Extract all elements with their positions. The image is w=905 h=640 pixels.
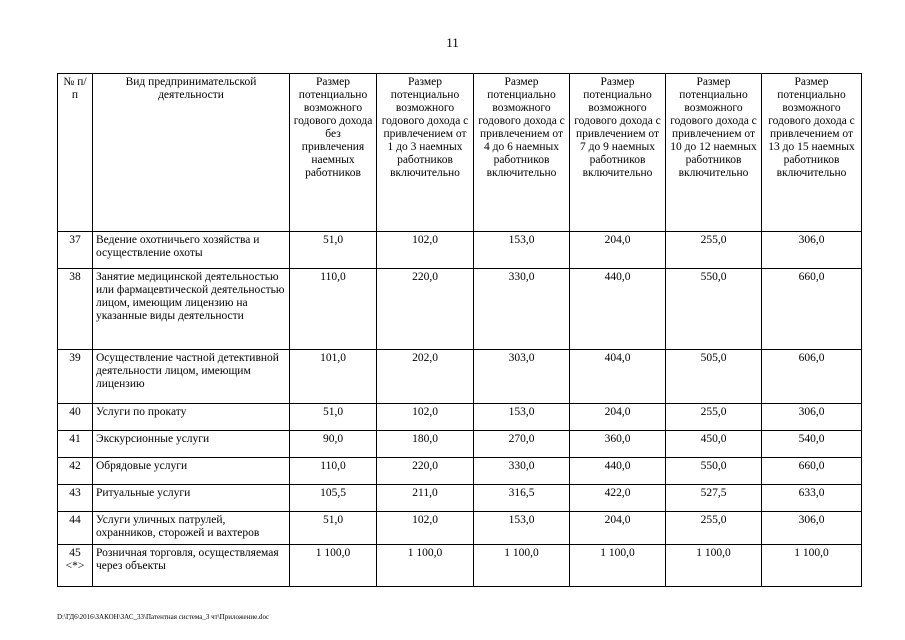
income-value: 633,0: [762, 485, 862, 512]
income-value: 527,5: [666, 485, 762, 512]
header-activity: Вид предпринимательской деятельности: [93, 74, 290, 232]
header-row: [58, 74, 862, 232]
income-value: 270,0: [474, 431, 570, 458]
table-row: [58, 431, 862, 458]
income-value: 102,0: [377, 512, 474, 545]
activity-name: Экскурсионные услуги: [93, 431, 290, 458]
income-value: 255,0: [666, 512, 762, 545]
income-value: 110,0: [290, 458, 377, 485]
row-number: 43: [58, 485, 93, 512]
header-4-6-employees: Размер потенциально возможного годового дохода с привлечением от 4 до 6 наемных работников включительно: [474, 74, 570, 232]
income-value: 540,0: [762, 431, 862, 458]
income-value: 204,0: [570, 512, 666, 545]
income-value: 330,0: [474, 458, 570, 485]
income-value: 180,0: [377, 431, 474, 458]
income-value: 306,0: [762, 232, 862, 269]
table-row: [58, 545, 862, 587]
income-value: 306,0: [762, 512, 862, 545]
row-number: 40: [58, 404, 93, 431]
row-number: 37: [58, 232, 93, 269]
table-row: [58, 485, 862, 512]
income-value: 1 100,0: [474, 545, 570, 587]
income-value: 51,0: [290, 232, 377, 269]
income-value: 330,0: [474, 269, 570, 350]
row-number: 45 <*>: [58, 545, 93, 587]
income-value: 105,5: [290, 485, 377, 512]
income-value: 202,0: [377, 350, 474, 404]
activity-name: Услуги уличных патрулей, охранников, сторожей и вахтеров: [93, 512, 290, 545]
table-row: [58, 458, 862, 485]
income-value: 450,0: [666, 431, 762, 458]
activity-name: Занятие медицинской деятельностью или фармацевтической деятельностью лицом, имеющим лицензию на указанные виды деятельности: [93, 269, 290, 350]
activity-name: Ритуальные услуги: [93, 485, 290, 512]
row-number: 42: [58, 458, 93, 485]
activity-name: Розничная торговля, осуществляемая через объекты: [93, 545, 290, 587]
header-no-employees: Размер потенциально возможного годового дохода без привлечения наемных работников: [290, 74, 377, 232]
income-value: 90,0: [290, 431, 377, 458]
income-value: 316,5: [474, 485, 570, 512]
income-value: 660,0: [762, 269, 862, 350]
header-10-12-employees: Размер потенциально возможного годового дохода с привлечением от 10 до 12 наемных работников включительно: [666, 74, 762, 232]
income-value: 101,0: [290, 350, 377, 404]
income-value: 505,0: [666, 350, 762, 404]
income-value: 660,0: [762, 458, 862, 485]
income-value: 110,0: [290, 269, 377, 350]
income-value: 360,0: [570, 431, 666, 458]
income-value: 1 100,0: [570, 545, 666, 587]
income-value: 550,0: [666, 269, 762, 350]
income-value: 255,0: [666, 232, 762, 269]
patent-income-table: [57, 73, 862, 587]
income-value: 1 100,0: [377, 545, 474, 587]
header-7-9-employees: Размер потенциально возможного годового дохода с привлечением от 7 до 9 наемных работников включительно: [570, 74, 666, 232]
header-number: № п/п: [58, 74, 93, 232]
income-value: 102,0: [377, 404, 474, 431]
income-value: 153,0: [474, 232, 570, 269]
income-value: 204,0: [570, 404, 666, 431]
activity-name: Обрядовые услуги: [93, 458, 290, 485]
table-row: [58, 512, 862, 545]
activity-name: Услуги по прокату: [93, 404, 290, 431]
income-value: 1 100,0: [666, 545, 762, 587]
income-value: 1 100,0: [762, 545, 862, 587]
income-value: 220,0: [377, 458, 474, 485]
row-number: 39: [58, 350, 93, 404]
activity-name: Ведение охотничьего хозяйства и осуществление охоты: [93, 232, 290, 269]
table-row: [58, 269, 862, 350]
table-row: [58, 350, 862, 404]
table-row: [58, 232, 862, 269]
income-value: 440,0: [570, 269, 666, 350]
income-value: 204,0: [570, 232, 666, 269]
income-value: 255,0: [666, 404, 762, 431]
row-number: 41: [58, 431, 93, 458]
income-value: 422,0: [570, 485, 666, 512]
income-value: 440,0: [570, 458, 666, 485]
income-value: 211,0: [377, 485, 474, 512]
income-value: 220,0: [377, 269, 474, 350]
income-value: 606,0: [762, 350, 862, 404]
page-number: 11: [446, 35, 459, 50]
row-number: 44: [58, 512, 93, 545]
table-row: [58, 404, 862, 431]
income-value: 404,0: [570, 350, 666, 404]
header-13-15-employees: Размер потенциально возможного годового дохода с привлечением от 13 до 15 наемных работников включительно: [762, 74, 862, 232]
income-value: 306,0: [762, 404, 862, 431]
income-value: 102,0: [377, 232, 474, 269]
header-1-3-employees: Размер потенциально возможного годового дохода с привлечением от 1 до 3 наемных работников включительно: [377, 74, 474, 232]
income-value: 1 100,0: [290, 545, 377, 587]
document-path: D:\ГД6\2016\ЗАКОН\ЗАС_33\Патентная система_3 чт\Приложение.doc: [57, 613, 270, 621]
row-number: 38: [58, 269, 93, 350]
income-value: 51,0: [290, 512, 377, 545]
activity-name: Осуществление частной детективной деятельности лицом, имеющим лицензию: [93, 350, 290, 404]
income-value: 550,0: [666, 458, 762, 485]
income-value: 51,0: [290, 404, 377, 431]
income-value: 303,0: [474, 350, 570, 404]
income-value: 153,0: [474, 404, 570, 431]
income-value: 153,0: [474, 512, 570, 545]
